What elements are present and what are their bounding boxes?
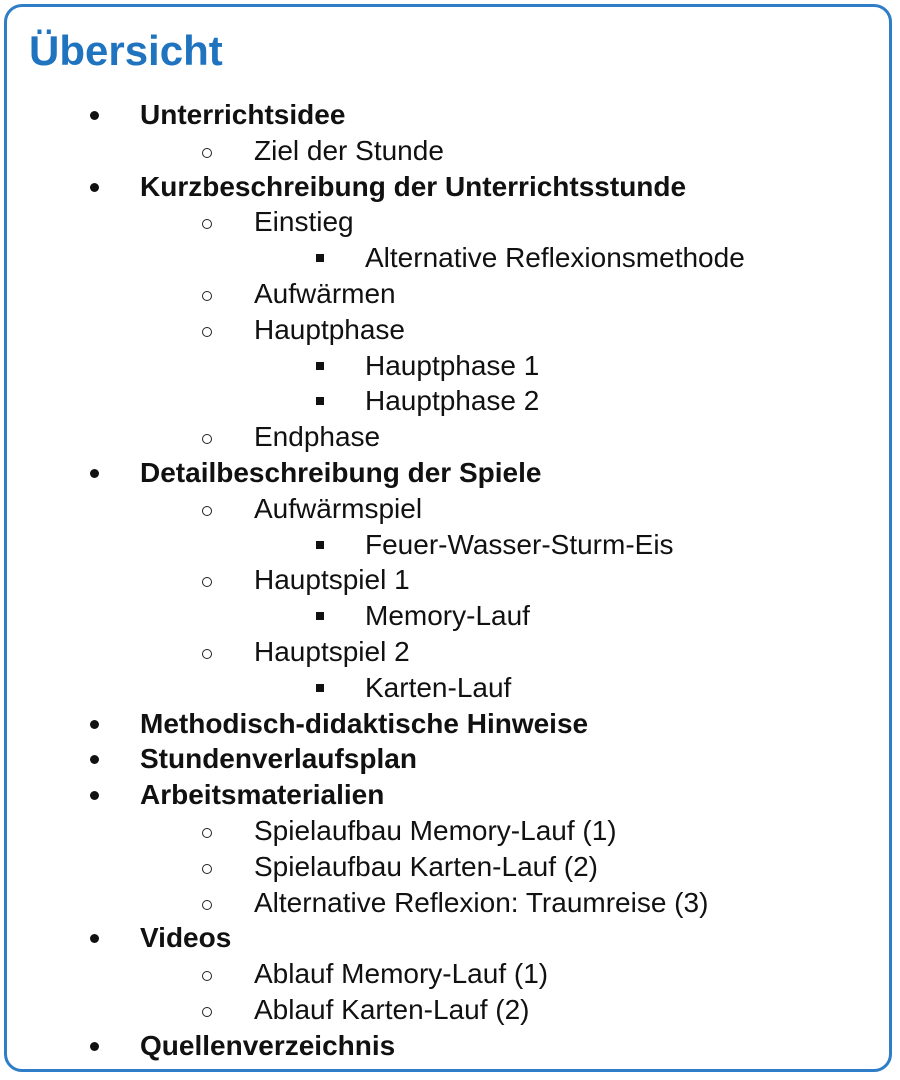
toc-item-level-2 xyxy=(7,312,897,348)
circle-bullet-icon xyxy=(202,971,212,981)
disc-bullet-icon xyxy=(90,934,99,943)
toc-item-label: Stundenverlaufsplan xyxy=(140,743,417,775)
toc-item-label: Einstieg xyxy=(254,206,354,238)
toc-item-level-3 xyxy=(7,240,897,276)
toc-item-level-2 xyxy=(7,276,897,312)
toc-item-label: Spielaufbau Karten-Lauf (2) xyxy=(254,850,598,882)
toc-item-label: Kurzbeschreibung der Unterrichtsstunde xyxy=(140,170,687,202)
toc-item-label: Videos xyxy=(140,922,232,954)
toc-item-level-2 xyxy=(7,419,897,455)
table-of-contents xyxy=(7,97,897,1064)
toc-item-level-1 xyxy=(7,1028,897,1064)
circle-bullet-icon xyxy=(202,219,212,229)
toc-item-label: Aufwärmen xyxy=(254,277,396,309)
square-bullet-icon xyxy=(316,254,324,262)
toc-item-label: Ablauf Memory-Lauf (1) xyxy=(254,958,549,990)
toc-item-label: Unterrichtsidee xyxy=(140,99,346,130)
toc-item-level-2 xyxy=(7,562,897,598)
square-bullet-icon xyxy=(316,684,324,692)
circle-bullet-icon xyxy=(202,506,212,516)
toc-item-level-3 xyxy=(7,527,897,563)
disc-bullet-icon xyxy=(90,469,99,478)
toc-item-level-1 xyxy=(7,706,897,742)
toc-item-level-3 xyxy=(7,670,897,706)
toc-item-label: Endphase xyxy=(254,421,381,453)
toc-item-level-3 xyxy=(7,598,897,634)
disc-bullet-icon xyxy=(90,755,99,764)
disc-bullet-icon xyxy=(90,111,99,120)
toc-item-level-1 xyxy=(7,920,897,956)
circle-bullet-icon xyxy=(202,900,212,910)
toc-item-level-1 xyxy=(7,97,897,133)
toc-item-label: Ziel der Stunde xyxy=(254,134,444,166)
toc-item-level-2 xyxy=(7,813,897,849)
toc-item-level-2 xyxy=(7,849,897,885)
toc-item-label: Quellenverzeichnis xyxy=(140,1029,396,1061)
disc-bullet-icon xyxy=(90,183,99,192)
toc-item-label: Aufwärmspiel xyxy=(254,492,423,524)
toc-item-level-1 xyxy=(7,169,897,205)
disc-bullet-icon xyxy=(90,791,99,800)
toc-item-label: Hauptspiel 2 xyxy=(254,635,410,667)
toc-item-label: Hauptphase 2 xyxy=(365,385,540,417)
toc-item-level-2 xyxy=(7,133,897,169)
page-title: Übersicht xyxy=(29,27,223,74)
toc-item-level-3 xyxy=(7,383,897,419)
toc-item-level-2 xyxy=(7,204,897,240)
toc-item-label: Methodisch-didaktische Hinweise xyxy=(140,707,589,739)
toc-item-label: Karten-Lauf xyxy=(365,671,512,703)
toc-item-label: Hauptphase xyxy=(254,313,406,345)
toc-item-label: Alternative Reflexionsmethode xyxy=(365,242,745,274)
toc-item-level-2 xyxy=(7,885,897,921)
circle-bullet-icon xyxy=(202,864,212,874)
circle-bullet-icon xyxy=(202,291,212,301)
circle-bullet-icon xyxy=(202,649,212,659)
toc-item-label: Arbeitsmaterialien xyxy=(140,779,385,811)
toc-item-level-2 xyxy=(7,491,897,527)
square-bullet-icon xyxy=(316,397,324,405)
circle-bullet-icon xyxy=(202,577,212,587)
disc-bullet-icon xyxy=(90,720,99,729)
circle-bullet-icon xyxy=(202,1007,212,1017)
circle-bullet-icon xyxy=(202,828,212,838)
square-bullet-icon xyxy=(316,541,324,549)
toc-item-level-1 xyxy=(7,455,897,491)
circle-bullet-icon xyxy=(202,327,212,337)
toc-item-label: Detailbeschreibung der Spiele xyxy=(140,456,542,488)
toc-item-level-1 xyxy=(7,741,897,777)
toc-item-label: Hauptspiel 1 xyxy=(254,564,410,596)
toc-item-label: Ablauf Karten-Lauf (2) xyxy=(254,993,530,1025)
toc-item-label: Spielaufbau Memory-Lauf (1) xyxy=(254,814,617,846)
toc-item-level-2 xyxy=(7,634,897,670)
toc-item-level-2 xyxy=(7,956,897,992)
circle-bullet-icon xyxy=(202,434,212,444)
toc-item-label: Hauptphase 1 xyxy=(365,349,540,381)
circle-bullet-icon xyxy=(202,148,212,158)
toc-item-label: Memory-Lauf xyxy=(365,600,530,632)
square-bullet-icon xyxy=(316,362,324,370)
toc-item-label: Feuer-Wasser-Sturm-Eis xyxy=(365,528,674,560)
square-bullet-icon xyxy=(316,612,324,620)
overview-panel xyxy=(4,4,892,1072)
toc-item-label: Alternative Reflexion: Traumreise (3) xyxy=(254,886,709,918)
toc-item-level-2 xyxy=(7,992,897,1028)
toc-item-level-3 xyxy=(7,348,897,384)
disc-bullet-icon xyxy=(90,1042,99,1051)
toc-item-level-1 xyxy=(7,777,897,813)
